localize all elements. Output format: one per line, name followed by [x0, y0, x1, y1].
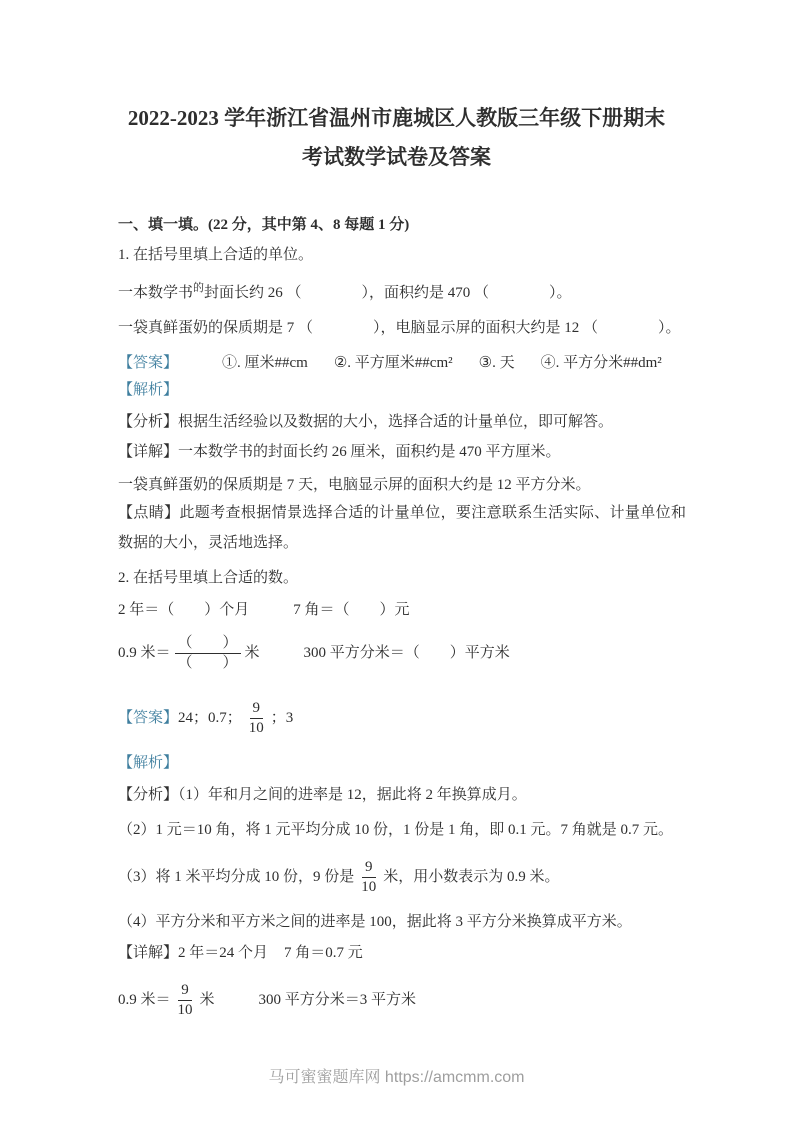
q2-xiangjie-line1 — [118, 938, 686, 968]
q2-xiangjie-line2-mid: 米 — [199, 992, 215, 1008]
blank-fraction-numerator: （ ） — [175, 634, 241, 654]
watermark-footer: 马可蜜蜜题库网 https://amcmm.com — [268, 1069, 525, 1086]
q2-xiangjie-line2-pre: 0.9 米＝ — [118, 992, 171, 1008]
q1-jiexi-label: 【解析】 — [118, 382, 179, 398]
q2-fill-line2-part2: 300 平方分米＝（ ）平方米 — [303, 645, 510, 661]
xiangjie-fraction-denominator: 10 — [177, 1001, 193, 1018]
fenxi-fraction-denominator: 10 — [361, 878, 377, 895]
q1-answer-line — [118, 348, 686, 378]
q2-fill-line2-pre: 0.9 米＝ — [118, 645, 171, 661]
q2-fenxi-3 — [118, 849, 686, 905]
q1-fill-line1-superscript: 的 — [193, 282, 205, 294]
page-title-line2: 考试数学试卷及答案 — [302, 145, 491, 169]
q2-answer-line — [118, 692, 686, 744]
q2-fill-line1-a: 2 年＝（ ）个月 — [118, 602, 250, 618]
page-title — [0, 99, 793, 177]
blank-fraction-denominator: （ ） — [177, 654, 238, 671]
answer-fraction-numerator: 9 — [250, 699, 264, 719]
q2-xiangjie-line2-part2: 300 平方分米＝3 平方米 — [258, 992, 417, 1008]
q2-fenxi-2: （2）1 元＝10 角，将 1 元平均分成 10 份，1 份是 1 角，即 0.1 元。7 角就是 0.7 元。 — [118, 822, 674, 838]
q2-jiexi-label: 【解析】 — [118, 755, 179, 771]
q1-xiangjie-line1: 【详解】一本数学书的封面长约 26 厘米，面积约是 470 平方厘米。 — [118, 444, 561, 460]
q1-fill-line1 — [118, 278, 686, 308]
q1-answer-item-4: ④. 平方分米##dm² — [540, 355, 662, 371]
q1-fenxi: 【分析】根据生活经验以及数据的大小，选择合适的计量单位，即可解答。 — [118, 414, 614, 430]
q1-dianjing: 【点睛】此题考查根据情景选择合适的计量单位，要注意联系生活实际、计量单位和数据的大小，灵活地选择。 — [118, 505, 686, 551]
q1-answer-item-3: ③. 天 — [478, 355, 515, 371]
q2-fenxi-1: 【分析】（1）年和月之间的进率是 12，据此将 2 年换算成月。 — [118, 787, 527, 803]
q2-fill-line2-mid: 米 — [244, 645, 260, 661]
q2-fill-line2 — [118, 621, 686, 685]
q1-fill-line2: 一袋真鲜蛋奶的保质期是 7 （ ），电脑显示屏的面积大约是 12 （ ）。 — [118, 320, 681, 336]
q1-answer-item-2: ②. 平方厘米##cm² — [333, 355, 453, 371]
q1-answer-label: 【答案】 — [118, 355, 179, 371]
q1-fill-line1-rest: 封面长约 26 （ ），面积约是 470 （ ）。 — [204, 285, 572, 301]
q1-fill-line1-pre: 一本数学书 — [118, 285, 194, 301]
q1-answer-item-1: ①. 厘米##cm — [222, 355, 308, 371]
blank-fraction — [175, 634, 241, 673]
q2-fenxi-4: （4）平方分米和平方米之间的进率是 100，据此将 3 平方分米换算成平方米。 — [118, 914, 632, 930]
q2-stem: 2. 在括号里填上合适的数。 — [118, 570, 299, 586]
q1-xiangjie-line2: 一袋真鲜蛋奶的保质期是 7 天，电脑显示屏的面积大约是 12 平方分米。 — [118, 477, 591, 493]
xiangjie-fraction-9-10 — [175, 981, 196, 1020]
q1-stem: 1. 在括号里填上合适的单位。 — [118, 247, 314, 263]
answer-fraction-denominator: 10 — [248, 719, 264, 736]
q2-fenxi-3-pre: （3）将 1 米平均分成 10 份，9 份是 — [118, 869, 355, 885]
q2-answer-post: ；3 — [270, 710, 294, 726]
answer-fraction-9-10 — [246, 699, 267, 738]
q2-fenxi-3-post: 米，用小数表示为 0.9 米。 — [383, 869, 560, 885]
fenxi-fraction-numerator: 9 — [362, 858, 376, 878]
q2-xiangjie-line2 — [118, 972, 686, 1028]
fenxi-fraction-9-10 — [358, 858, 379, 897]
q2-answer-label: 【答案】 — [118, 710, 179, 726]
page-title-line1: 2022-2023 学年浙江省温州市鹿城区人教版三年级下册期末 — [127, 106, 666, 130]
q2-fill-line1-b: 7 角＝（ ）元 — [293, 602, 410, 618]
q2-xiangjie-line1-a: 【详解】2 年＝24 个月 — [118, 945, 269, 961]
q2-answer-pre: 24；0.7； — [178, 710, 242, 726]
xiangjie-fraction-numerator: 9 — [178, 981, 192, 1001]
q2-xiangjie-line1-b: 7 角＝0.7 元 — [284, 945, 363, 961]
section1-heading: 一、填一填。(22 分，其中第 4、8 每题 1 分) — [118, 217, 410, 233]
